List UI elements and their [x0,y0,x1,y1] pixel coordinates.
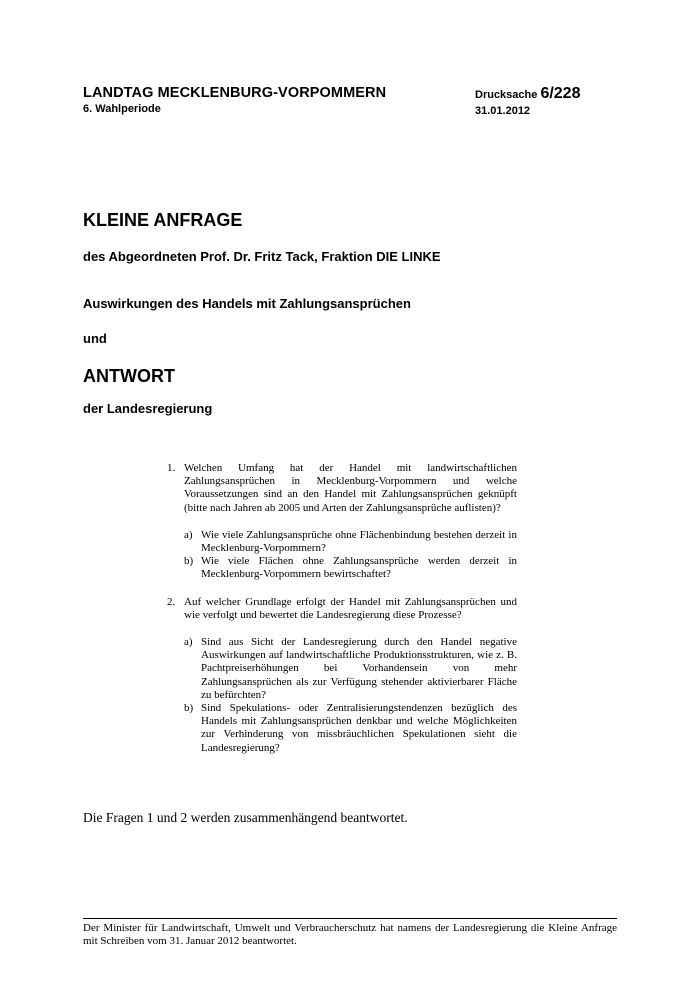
footnote-divider [83,918,617,919]
document-id [475,85,615,104]
document-number: 6/228 [540,85,581,102]
sub-question-letter: b) [184,702,194,715]
question-list [167,462,517,755]
sub-question-list [184,636,517,755]
footnote: Der Minister für Landwirtschaft, Umwelt und Verbraucherschutz hat namens der Landesregierung die Kleine Anfrage mit Schreiben vom 31. Januar 2012 beantwortet. [83,922,617,947]
sub-question-text: Sind aus Sicht der Landesregierung durch den Handel negative Auswirkungen auf landwirtschaftliche Produktionsstrukturen, wie z. B. Pachtpreiserhöhungen bei Vorhandensein von mehr Zahlungsansprüchen als zur Verfügung stehender aktivierbarer Fläche zu befürchten? [201,636,517,701]
und-line: und [83,331,107,346]
legislative-period: 6. Wahlperiode [83,103,161,115]
responder-line: der Landesregierung [83,401,213,416]
sub-question-text: Wie viele Flächen ohne Zahlungsansprüche werden derzeit in Mecklenburg-Vorpommern bewirtschaftet? [201,555,517,581]
question-item [167,462,517,515]
question-text: Welchen Umfang hat der Handel mit landwirtschaftlichen Zahlungsansprüchen in Mecklenburg-Vorpommern und welche Voraussetzungen sind an den Handel mit Zahlungsansprüchen geknüpft (bitte nach Jahren ab 2005 und Arten der Zahlungsansprüche auflisten)? [184,462,517,514]
parliament-name: LANDTAG MECKLENBURG-VORPOMMERN [83,85,387,101]
sub-question-text: Wie viele Zahlungsansprüche ohne Flächenbindung bestehen derzeit in Mecklenburg-Vorpommern? [201,528,517,555]
author-line: des Abgeordneten Prof. Dr. Fritz Tack, Fraktion DIE LINKE [83,249,441,264]
question-text: Auf welcher Grundlage erfolgt der Handel mit Zahlungsansprüchen und wie verfolgt und bewertet die Landesregierung diese Prozesse? [184,595,517,621]
sub-question-item [184,636,517,702]
sub-question-list [184,529,517,582]
sub-question-letter: b) [184,555,194,568]
header-left [83,85,386,116]
sub-question-letter: a) [184,636,193,649]
question-item [167,596,517,622]
sub-question-item [184,702,517,755]
subject-line: Auswirkungen des Handels mit Zahlungsansprüchen [83,296,411,311]
question-number: 1. [167,462,176,474]
sub-question-item [184,529,517,555]
question-number: 2. [167,595,176,608]
document-label: Drucksache [475,89,538,101]
sub-question-text: Sind Spekulations- oder Zentralisierungstendenzen bezüglich des Handels mit Zahlungsansprüchen denkbar und welche Möglichkeiten zur Verhinderung von missbräuchlichen Spekulationen sieht die Landesregierung? [201,702,517,754]
title-antwort: ANTWORT [83,366,175,386]
header-right [475,85,615,118]
answer-intro: Die Fragen 1 und 2 werden zusammenhängend beantwortet. [83,810,408,825]
document-date: 31.01.2012 [475,105,531,117]
sub-question-item [184,555,517,581]
title-kleine-anfrage: KLEINE ANFRAGE [83,210,243,230]
sub-question-letter: a) [184,528,193,541]
